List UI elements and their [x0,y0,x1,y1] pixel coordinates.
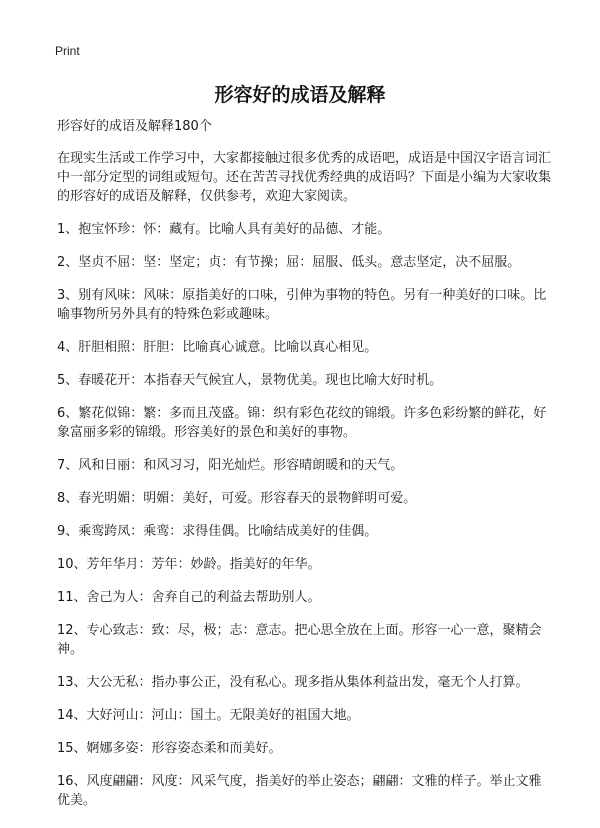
idiom-item: 12、专心致志：致：尽，极；志：意志。把心思全放在上面。形容一心一意，聚精会神。 [57,623,542,657]
document-body [57,118,553,824]
idiom-item: 10、芳年华月：芳年：妙龄。指美好的年华。 [57,557,321,572]
idiom-item: 16、风度翩翩：风度：风采气度，指美好的举止姿态；翩翩：文雅的样子。举止文雅优美。 [57,774,542,808]
idiom-item: 1、抱宝怀珍：怀：藏有。比喻人具有美好的品德、才能。 [57,222,391,237]
document-subtitle: 形容好的成语及解释180个 [57,119,212,134]
intro-paragraph: 在现实生活或工作学习中，大家都接触过很多优秀的成语吧，成语是中国汉字语言词汇中一部分定型的词组或短句。还在苦苦寻找优秀经典的成语吗？下面是小编为大家收集的形容好的成语及解释，仅供参考，欢迎大家阅读。 [57,151,552,204]
idiom-item: 6、繁花似锦：繁：多而且茂盛。锦：织有彩色花纹的锦缎。许多色彩纷繁的鲜花，好象富丽多彩的锦缎。形容美好的景色和美好的事物。 [57,406,547,440]
idiom-item: 2、坚贞不屈：坚：坚定；贞：有节操；屈：屈服、低头。意志坚定，决不屈服。 [57,255,521,270]
idiom-item: 13、大公无私：指办事公正，没有私心。现多指从集体利益出发，毫无个人打算。 [57,675,529,690]
idiom-item: 4、肝胆相照：肝胆：比喻真心诚意。比喻以真心相见。 [57,340,378,355]
idiom-item: 14、大好河山：河山：国土。无限美好的祖国大地。 [57,708,360,723]
idiom-item: 15、婀娜多姿：形容姿态柔和而美好。 [57,741,282,756]
document-title: 形容好的成语及解释 [214,84,386,106]
idiom-item: 11、舍己为人：舍弃自己的利益去帮助别人。 [57,590,321,605]
idiom-item: 7、风和日丽：和风习习，阳光灿烂。形容晴朗暖和的天气。 [57,458,404,473]
print-link[interactable]: Print [55,44,80,58]
idiom-item: 5、春暖花开：本指春天气候宜人，景物优美。现也比喻大好时机。 [57,373,443,388]
idiom-list [57,220,553,810]
idiom-item: 3、别有风味：风味：原指美好的口味，引伸为事物的特色。另有一种美好的口味。比喻事物所另外具有的特殊色彩或趣味。 [57,288,547,322]
idiom-item: 8、春光明媚：明媚：美好，可爱。形容春天的景物鲜明可爱。 [57,491,417,506]
idiom-item: 9、乘鸾跨凤：乘鸾：求得佳偶。比喻结成美好的佳偶。 [57,524,378,539]
